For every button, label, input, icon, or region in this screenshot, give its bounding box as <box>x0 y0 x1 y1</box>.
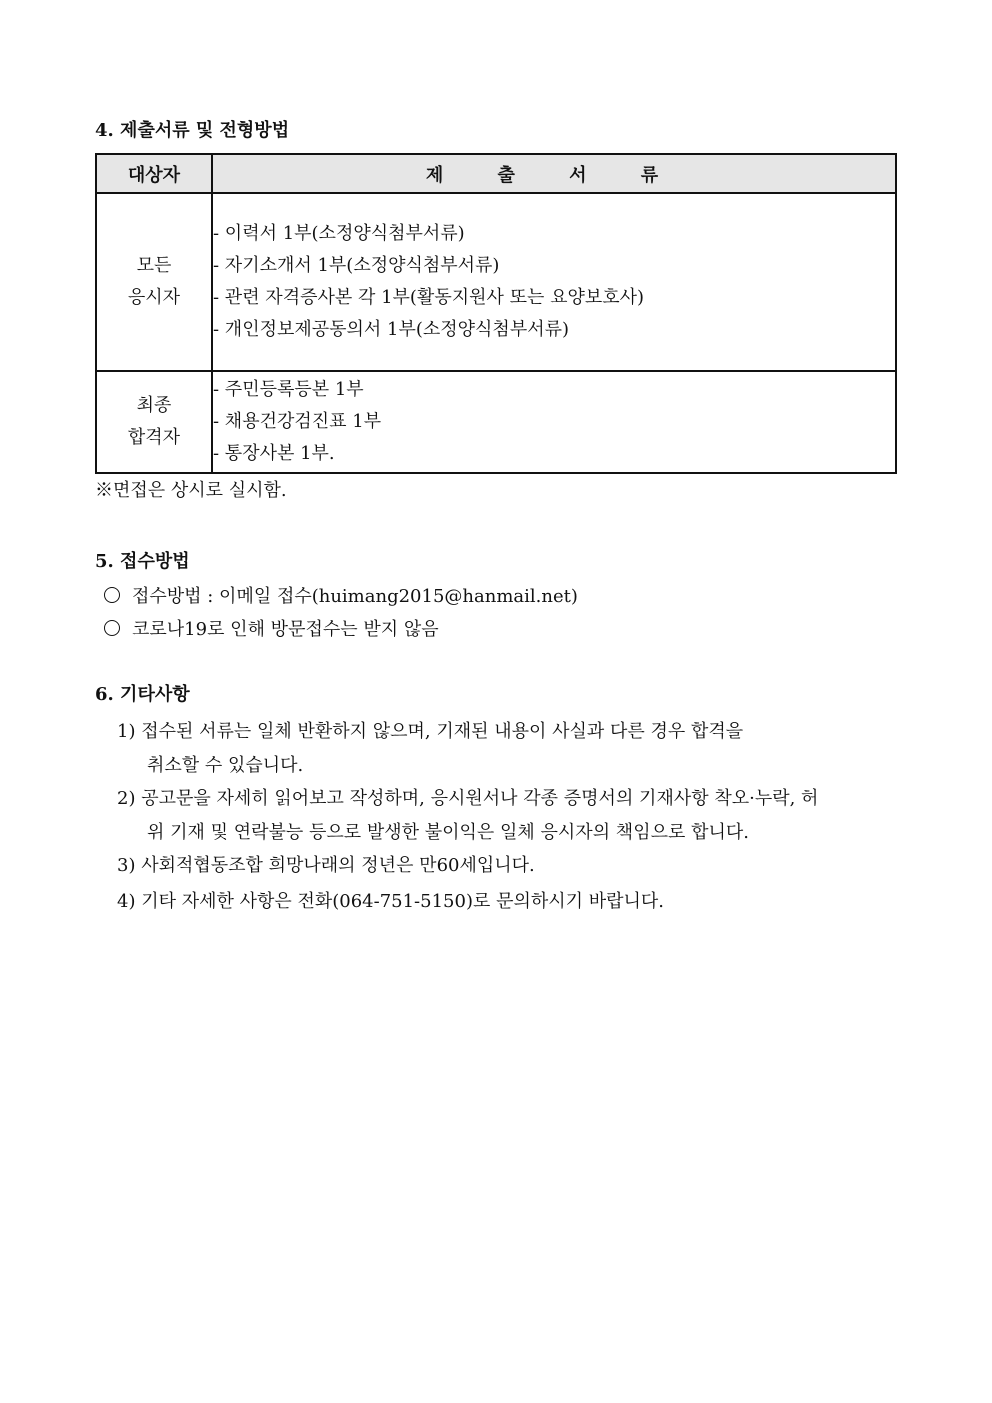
target-cell <box>96 371 212 473</box>
circle-bullet-icon <box>104 587 120 603</box>
document-item: - 개인정보제공동의서 1부(소정양식첨부서류) <box>213 319 570 340</box>
target-cell <box>96 193 212 371</box>
circle-bullet-icon <box>104 620 120 636</box>
documents-cell <box>212 193 896 371</box>
table-row <box>96 193 896 371</box>
list-item-line: 위 기재 및 연락불능 등으로 발생한 불이익은 일체 응시자의 책임으로 합니다. <box>147 822 749 843</box>
header-documents: 제 출 서 류 <box>212 154 896 193</box>
target-line: 모든 <box>136 255 172 276</box>
list-item <box>104 615 439 641</box>
list-item <box>117 782 897 850</box>
header-target: 대상자 <box>96 154 212 193</box>
list-item <box>117 849 897 883</box>
table-row <box>96 371 896 473</box>
documents-cell <box>212 371 896 473</box>
target-line: 최종 <box>136 395 172 416</box>
submission-documents-table <box>95 153 897 474</box>
document-item: - 주민등록등본 1부 <box>213 379 364 400</box>
list-item-line: 취소할 수 있습니다. <box>147 755 304 776</box>
list-item-line: 4) 기타 자세한 사항은 전화(064-751-5150)로 문의하시기 바랍니다. <box>117 891 665 912</box>
list-item <box>117 885 897 919</box>
table-header-row <box>96 154 896 193</box>
document-item: - 채용건강검진표 1부 <box>213 411 382 432</box>
document-item: - 자기소개서 1부(소정양식첨부서류) <box>213 255 500 276</box>
list-item <box>117 715 897 783</box>
document-item: - 관련 자격증사본 각 1부(활동지원사 또는 요양보호사) <box>213 287 645 308</box>
document-item: - 통장사본 1부. <box>213 443 335 464</box>
target-line: 응시자 <box>127 287 181 308</box>
list-item-text: 코로나19로 인해 방문접수는 받지 않음 <box>132 619 439 640</box>
list-item-line: 2) 공고문을 자세히 읽어보고 작성하며, 응시원서나 각종 증명서의 기재사항 착오·누락, 허 <box>117 788 819 809</box>
section-5-heading: 5. 접수방법 <box>95 551 190 572</box>
interview-note: ※면접은 상시로 실시함. <box>95 480 287 501</box>
target-line: 합격자 <box>127 427 181 448</box>
document-item: - 이력서 1부(소정양식첨부서류) <box>213 223 465 244</box>
list-item-line: 1) 접수된 서류는 일체 반환하지 않으며, 기재된 내용이 사실과 다른 경우 합격을 <box>117 721 744 742</box>
list-item <box>104 582 578 608</box>
list-item-line: 3) 사회적협동조합 희망나래의 정년은 만60세입니다. <box>117 855 535 876</box>
list-item-text: 접수방법 : 이메일 접수(huimang2015@hanmail.net) <box>132 586 578 607</box>
section-6-heading: 6. 기타사항 <box>95 684 190 705</box>
section-4-heading: 4. 제출서류 및 전형방법 <box>95 120 290 141</box>
